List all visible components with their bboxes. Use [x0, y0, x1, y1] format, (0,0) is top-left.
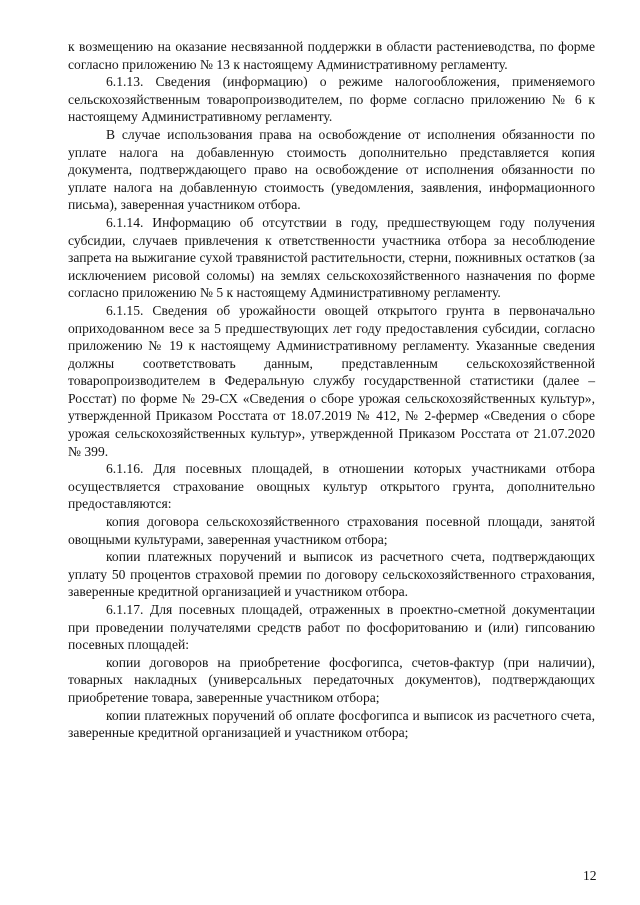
paragraph-continuation: к возмещению на оказание несвязанной поддержки в области растениеводства, по форме согласно приложению № 13 к настоящему Административному регламенту. [68, 39, 595, 72]
list-item-insurance-payments: копии платежных поручений и выписок из расчетного счета, подтверждающих уплату 50 процентов страховой премии по договору сельскохозяйственного страхования, заверенные кредитной организацией и участником отбора. [68, 549, 595, 600]
paragraph-vat-exemption: В случае использования права на освобождение от исполнения обязанности по уплате налога на добавленную стоимость дополнительно представляется копия документа, подтверждающего право на освобождение от исполнения обязанности по уплате налога на добавленную стоимость (уведомления, заявления, информационного письма), заверенная участником отбора. [68, 126, 595, 213]
paragraph-6-1-14: 6.1.14. Информацию об отсутствии в году, предшествующем году получения субсидии, случаев привлечения к ответственности участника отбора за несоблюдение запрета на выжигание сухой травянистой растительности, стерни, пожнивных остатков (за исключением рисовой соломы) на землях сельскохозяйственного назначения по форме согласно приложению № 5 к настоящему Административному регламенту. [68, 214, 595, 301]
paragraph-6-1-15: 6.1.15. Сведения об урожайности овощей открытого грунта в первоначально оприходованном весе за 5 предшествующих лет году предоставления субсидии, согласно приложению № 19 к настоящему Административному регламенту. Указанные сведения должны соответствовать данным, представленным сельскохозяйственной товаропроизводителем в Федеральную службу государственной статистики (далее – Росстат) по форме № 29-СХ «Сведения о сборе урожая сельскохозяйственных культур», утвержденной Приказом Росстата от 18.07.2019 № 412, № 2-фермер «Сведения о сборе урожая сельскохозяйственных культур», утвержденной Приказом Росстата от 21.07.2020 № 399. [68, 302, 595, 459]
document-body [68, 38, 595, 742]
paragraph-6-1-16: 6.1.16. Для посевных площадей, в отношении которых участниками отбора осуществляется страхование овощных культур открытого грунта, дополнительно предоставляются: [68, 461, 595, 512]
list-item-phosphogypsum-payments: копии платежных поручений об оплате фосфогипса и выписок из расчетного счета, заверенные кредитной организацией и участником отбора; [68, 707, 595, 741]
paragraph-6-1-13: 6.1.13. Сведения (информацию) о режиме налогообложения, применяемого сельскохозяйственным товаропроизводителем, по форме согласно приложению № 6 к настоящему Административному регламенту. [68, 74, 595, 125]
page-number: 12 [583, 868, 597, 883]
list-item-insurance-contract: копия договора сельскохозяйственного страхования посевной площади, занятой овощными культурами, заверенная участником отбора; [68, 514, 595, 547]
paragraph-6-1-17: 6.1.17. Для посевных площадей, отраженных в проектно-сметной документации при проведении получателями средств работ по фосфоритованию и (или) гипсованию посевных площадей: [68, 602, 595, 653]
list-item-phosphogypsum-contracts: копии договоров на приобретение фосфогипса, счетов-фактур (при наличии), товарных накладных (универсальных передаточных документов), подтверждающих приобретение товара, заверенные участником отбора; [68, 654, 595, 705]
